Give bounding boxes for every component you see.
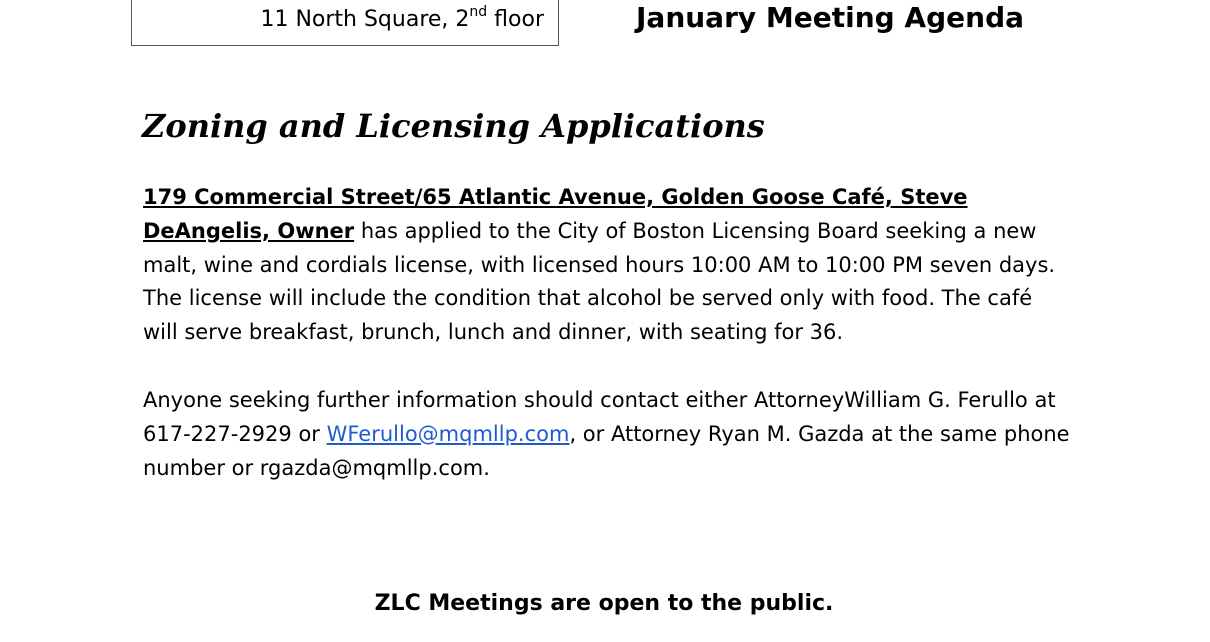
agenda-title: January Meeting Agenda <box>636 1 1025 34</box>
section-heading: Zoning and Licensing Applications <box>142 107 765 145</box>
contact-text-before: Anyone seeking further information should contact either AttorneyWilliam G. Ferullo at 617-227-2929 or <box>143 388 1056 446</box>
applicant-name: 179 Commercial Street/65 Atlantic Avenue, Golden Goose Café, Steve DeAngelis, Owner <box>143 185 968 243</box>
contact-paragraph <box>143 384 1073 485</box>
application-paragraph <box>143 181 1073 350</box>
address-prefix: 11 North Square, 2 <box>260 7 470 32</box>
application-description: has applied to the City of Boston Licensing Board seeking a new malt, wine and cordials license, with licensed hours 10:00 AM to 10:00 PM seven days. The license will include the condition that alcohol be served only with food. The café will serve breakfast, brunch, lunch and dinner, with seating for 36. <box>143 218 1056 345</box>
address-suffix: floor <box>487 7 544 32</box>
meeting-address <box>260 3 544 34</box>
email-link[interactable]: WFerullo@mqmllp.com <box>326 421 570 446</box>
footer-note <box>0 589 1210 619</box>
contact-text-after: , or Attorney Ryan M. Gazda at the same phone number or rgazda@mqmllp.com. <box>143 421 1070 480</box>
public-meeting-note: ZLC Meetings are open to the public. <box>374 591 834 616</box>
address-superscript: nd <box>469 3 488 20</box>
address-box <box>131 0 559 46</box>
